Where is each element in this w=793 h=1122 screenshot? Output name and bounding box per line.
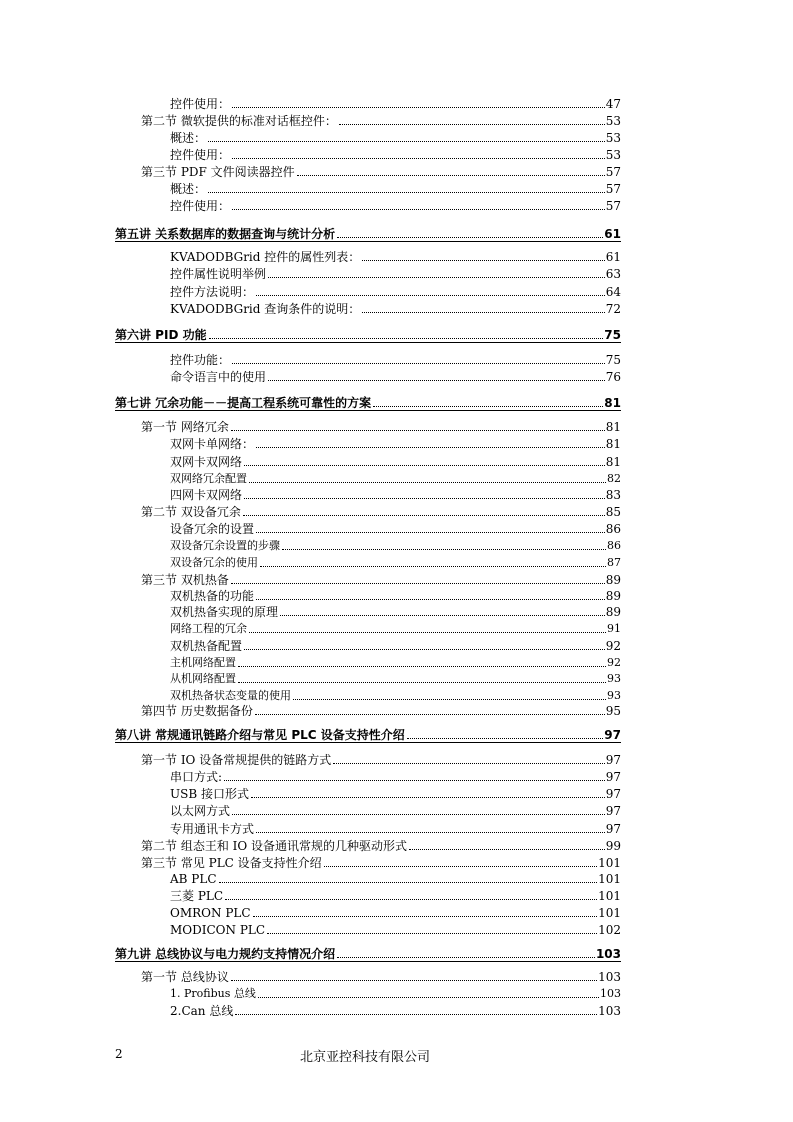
- dot-leader: [232, 363, 605, 364]
- toc-entry-page: 103: [600, 987, 621, 1000]
- toc-subsection-entry[interactable]: [170, 285, 621, 299]
- toc-entry-page: 97: [605, 787, 621, 801]
- toc-entry-page: 102: [598, 923, 621, 937]
- toc-subsection-entry[interactable]: [170, 923, 621, 937]
- dot-leader: [297, 175, 605, 176]
- toc-entry-title: 第二节 微软提供的标准对话框控件：: [141, 114, 337, 128]
- toc-section-entry[interactable]: [141, 970, 621, 984]
- toc-entry-page: 101: [598, 872, 621, 886]
- chapter-divider: [115, 342, 621, 343]
- toc-entry-page: 97: [605, 753, 621, 767]
- toc-entry-title: 第四节 历史数据备份: [141, 704, 253, 718]
- dot-leader: [339, 124, 605, 125]
- toc-entry-page: 61: [605, 250, 621, 264]
- toc-entry-title: 双机热备实现的原理: [170, 605, 279, 619]
- dot-leader: [244, 465, 605, 466]
- dot-leader: [232, 814, 605, 815]
- chapter-divider: [115, 742, 621, 743]
- toc-subsection-entry[interactable]: [170, 148, 621, 162]
- toc-entry-title: KVADODBGrid 控件的属性列表：: [170, 250, 361, 264]
- dot-leader: [260, 566, 606, 567]
- toc-entry-title: 控件使用：: [170, 199, 231, 213]
- dot-leader: [268, 380, 605, 381]
- toc-section-entry[interactable]: [141, 165, 621, 179]
- footer-company-name: 北京亚控科技有限公司: [300, 1050, 431, 1065]
- toc-entry-page: 89: [605, 605, 621, 619]
- toc-section-entry[interactable]: [141, 420, 621, 434]
- toc-entry-page: 64: [605, 285, 621, 299]
- toc-entry-page: 86: [607, 539, 621, 552]
- toc-subsection-entry[interactable]: [170, 522, 621, 536]
- toc-entry-title: 双机热备配置: [170, 639, 243, 653]
- toc-subsection-entry[interactable]: [170, 267, 621, 281]
- toc-entry-title: 第三节 常见 PLC 设备支持性介绍: [141, 856, 322, 870]
- chapter-divider: [115, 410, 621, 411]
- toc-entry-title: 控件使用：: [170, 148, 231, 162]
- dot-leader: [256, 447, 605, 448]
- dot-leader: [231, 430, 605, 431]
- toc-entry-page: 81: [605, 437, 621, 451]
- toc-entry-page: 103: [598, 1004, 621, 1018]
- dot-leader: [253, 916, 598, 917]
- toc-entry-title: 以太网方式: [170, 804, 231, 818]
- toc-chapter-entry[interactable]: [115, 947, 621, 961]
- toc-entry-title: 概述：: [170, 182, 207, 196]
- toc-entry-page: 76: [605, 370, 621, 384]
- toc-subsection-entry[interactable]: [170, 556, 621, 570]
- toc-subsection-entry[interactable]: [170, 906, 621, 920]
- toc-entry-title: 双机热备的功能: [170, 589, 255, 603]
- toc-subsection-entry[interactable]: [170, 804, 621, 818]
- toc-entry-page: 61: [604, 227, 621, 241]
- toc-subsection-entry[interactable]: [170, 472, 621, 486]
- toc-entry-page: 47: [605, 97, 621, 111]
- toc-entry-title: 双设备冗余设置的步骤: [170, 539, 280, 552]
- toc-subsection-entry[interactable]: [170, 656, 621, 670]
- toc-subsection-entry[interactable]: [170, 987, 621, 1001]
- toc-entry-title: 第三节 双机热备: [141, 573, 229, 587]
- toc-entry-page: 82: [607, 472, 621, 485]
- toc-entry-title: 双网络冗余配置: [170, 472, 247, 485]
- toc-subsection-entry[interactable]: [170, 770, 621, 784]
- dot-leader: [407, 738, 604, 739]
- toc-entry-title: 第一节 网络冗余: [141, 420, 229, 434]
- toc-subsection-entry[interactable]: [170, 302, 621, 316]
- toc-entry-page: 101: [598, 856, 621, 870]
- toc-entry-page: 89: [605, 573, 621, 587]
- dot-leader: [282, 549, 606, 550]
- toc-entry-title: 第九讲 总线协议与电力规约支持情况介绍: [115, 947, 336, 961]
- toc-entry-title: 第二节 组态王和 IO 设备通讯常规的几种驱动形式: [141, 839, 408, 853]
- toc-entry-title: MODICON PLC: [170, 923, 266, 937]
- toc-entry-page: 87: [607, 556, 621, 569]
- dot-leader: [235, 1014, 597, 1015]
- dot-leader: [333, 763, 605, 764]
- toc-entry-page: 81: [605, 420, 621, 434]
- dot-leader: [232, 158, 605, 159]
- dot-leader: [258, 997, 599, 998]
- dot-leader: [280, 615, 605, 616]
- toc-entry-page: 97: [605, 822, 621, 836]
- dot-leader: [244, 649, 605, 650]
- toc-entry-title: 第六讲 PID 功能: [115, 328, 207, 342]
- toc-entry-title: KVADODBGrid 查询条件的说明：: [170, 302, 361, 316]
- dot-leader: [208, 141, 605, 142]
- toc-entry-title: 第一节 总线协议: [141, 970, 229, 984]
- toc-entry-page: 93: [607, 672, 621, 685]
- toc-entry-title: 双网卡单网络：: [170, 437, 255, 451]
- dot-leader: [244, 498, 605, 499]
- toc-entry-title: 第五讲 关系数据库的数据查询与统计分析: [115, 227, 336, 241]
- dot-leader: [224, 780, 605, 781]
- toc-entry-page: 97: [605, 770, 621, 784]
- toc-entry-title: 专用通讯卡方式: [170, 822, 255, 836]
- dot-leader: [373, 406, 603, 407]
- toc-entry-page: 101: [598, 906, 621, 920]
- toc-subsection-entry[interactable]: [170, 199, 621, 213]
- toc-entry-page: 101: [598, 889, 621, 903]
- toc-entry-title: 第一节 IO 设备常规提供的链路方式: [141, 753, 332, 767]
- toc-entry-page: 75: [605, 353, 621, 367]
- dot-leader: [231, 583, 605, 584]
- toc-subsection-entry[interactable]: [170, 131, 621, 145]
- dot-leader: [409, 849, 605, 850]
- dot-leader: [208, 192, 605, 193]
- toc-entry-title: 第八讲 常规通讯链路介绍与常见 PLC 设备支持性介绍: [115, 728, 405, 742]
- toc-entry-title: 双机热备状态变量的使用: [170, 689, 291, 702]
- chapter-divider: [115, 961, 621, 962]
- toc-subsection-entry[interactable]: [170, 353, 621, 367]
- toc-entry-title: 三菱 PLC: [170, 889, 224, 903]
- toc-entry-title: 从机网络配置: [170, 672, 236, 685]
- toc-subsection-entry[interactable]: [170, 488, 621, 502]
- dot-leader: [362, 312, 604, 313]
- toc-entry-title: AB PLC: [170, 872, 217, 886]
- toc-chapter-entry[interactable]: [115, 728, 621, 742]
- toc-entry-page: 53: [605, 114, 621, 128]
- toc-entry-page: 57: [605, 165, 621, 179]
- dot-leader: [238, 682, 606, 683]
- dot-leader: [324, 866, 597, 867]
- dot-leader: [337, 957, 595, 958]
- dot-leader: [249, 632, 606, 633]
- dot-leader: [256, 832, 605, 833]
- toc-subsection-entry[interactable]: [170, 250, 621, 264]
- dot-leader: [249, 482, 606, 483]
- toc-entry-page: 91: [607, 622, 621, 635]
- toc-entry-page: 63: [605, 267, 621, 281]
- toc-entry-page: 85: [605, 505, 621, 519]
- dot-leader: [209, 338, 604, 339]
- dot-leader: [256, 532, 605, 533]
- dot-leader: [231, 980, 597, 981]
- toc-subsection-entry[interactable]: [170, 672, 621, 686]
- dot-leader: [337, 237, 603, 238]
- toc-entry-title: 2.Can 总线: [170, 1004, 234, 1018]
- toc-section-entry[interactable]: [141, 839, 621, 853]
- toc-entry-page: 53: [605, 148, 621, 162]
- dot-leader: [267, 933, 597, 934]
- toc-subsection-entry[interactable]: [170, 787, 621, 801]
- toc-section-entry[interactable]: [141, 704, 621, 718]
- toc-entry-page: 97: [604, 728, 621, 742]
- toc-entry-title: 第七讲 冗余功能－－提高工程系统可靠性的方案: [115, 396, 372, 410]
- toc-entry-title: 网络工程的冗余: [170, 622, 247, 635]
- dot-leader: [268, 277, 605, 278]
- toc-subsection-entry[interactable]: [170, 872, 621, 886]
- dot-leader: [251, 797, 605, 798]
- toc-entry-title: 四网卡双网络: [170, 488, 243, 502]
- toc-entry-page: 53: [605, 131, 621, 145]
- dot-leader: [362, 260, 604, 261]
- toc-subsection-entry[interactable]: [170, 589, 621, 603]
- toc-subsection-entry[interactable]: [170, 455, 621, 469]
- toc-subsection-entry[interactable]: [170, 370, 621, 384]
- dot-leader: [232, 107, 605, 108]
- toc-section-entry[interactable]: [141, 505, 621, 519]
- dot-leader: [255, 714, 605, 715]
- toc-entry-page: 83: [605, 488, 621, 502]
- footer-page-number: 2: [115, 1047, 123, 1061]
- toc-entry-title: 控件使用：: [170, 97, 231, 111]
- chapter-divider: [115, 241, 621, 242]
- toc-subsection-entry[interactable]: [170, 437, 621, 451]
- toc-entry-title: 1. Profibus 总线: [170, 987, 256, 1000]
- toc-entry-page: 97: [605, 804, 621, 818]
- toc-entry-title: 串口方式:: [170, 770, 223, 784]
- toc-entry-page: 103: [598, 970, 621, 984]
- toc-entry-page: 75: [604, 328, 621, 342]
- toc-subsection-entry[interactable]: [170, 689, 621, 703]
- dot-leader: [225, 899, 597, 900]
- toc-entry-page: 81: [604, 396, 621, 410]
- toc-entry-title: 双设备冗余的使用: [170, 556, 258, 569]
- toc-entry-page: 95: [605, 704, 621, 718]
- toc-chapter-entry[interactable]: [115, 227, 621, 241]
- toc-chapter-entry[interactable]: [115, 328, 621, 342]
- toc-entry-page: 81: [605, 455, 621, 469]
- toc-entry-page: 57: [605, 182, 621, 196]
- toc-subsection-entry[interactable]: [170, 97, 621, 111]
- toc-entry-title: 第三节 PDF 文件阅读器控件: [141, 165, 295, 179]
- toc-entry-page: 86: [605, 522, 621, 536]
- toc-entry-title: 第二节 双设备冗余: [141, 505, 241, 519]
- toc-entry-title: 设备冗余的设置: [170, 522, 255, 536]
- toc-entry-title: 命令语言中的使用: [170, 370, 267, 384]
- dot-leader: [243, 515, 605, 516]
- dot-leader: [238, 666, 606, 667]
- dot-leader: [219, 882, 598, 883]
- toc-subsection-entry[interactable]: [170, 889, 621, 903]
- toc-entry-title: 控件功能：: [170, 353, 231, 367]
- dot-leader: [293, 699, 606, 700]
- toc-subsection-entry[interactable]: [170, 639, 621, 653]
- toc-entry-page: 103: [595, 947, 621, 961]
- toc-section-entry[interactable]: [141, 573, 621, 587]
- toc-chapter-entry[interactable]: [115, 396, 621, 410]
- toc-subsection-entry[interactable]: [170, 622, 621, 636]
- toc-subsection-entry[interactable]: [170, 182, 621, 196]
- toc-entry-page: 99: [605, 839, 621, 853]
- toc-subsection-entry[interactable]: [170, 605, 621, 619]
- toc-section-entry[interactable]: [141, 114, 621, 128]
- toc-entry-title: 主机网络配置: [170, 656, 236, 669]
- toc-entry-title: OMRON PLC: [170, 906, 251, 920]
- toc-entry-title: USB 接口形式: [170, 787, 249, 801]
- toc-entry-page: 57: [605, 199, 621, 213]
- toc-entry-page: 89: [605, 589, 621, 603]
- dot-leader: [256, 599, 605, 600]
- toc-entry-page: 93: [607, 689, 621, 702]
- toc-entry-page: 72: [605, 302, 621, 316]
- toc-section-entry[interactable]: [141, 753, 621, 767]
- toc-entry-title: 双网卡双网络: [170, 455, 243, 469]
- toc-subsection-entry[interactable]: [170, 822, 621, 836]
- toc-subsection-entry[interactable]: [170, 539, 621, 553]
- dot-leader: [256, 295, 605, 296]
- toc-entry-title: 概述：: [170, 131, 207, 145]
- toc-entry-title: 控件属性说明举例: [170, 267, 267, 281]
- toc-subsection-entry[interactable]: [170, 1004, 621, 1018]
- dot-leader: [232, 209, 605, 210]
- toc-section-entry[interactable]: [141, 856, 621, 870]
- toc-entry-page: 92: [607, 656, 621, 669]
- toc-entry-title: 控件方法说明：: [170, 285, 255, 299]
- toc-entry-page: 92: [605, 639, 621, 653]
